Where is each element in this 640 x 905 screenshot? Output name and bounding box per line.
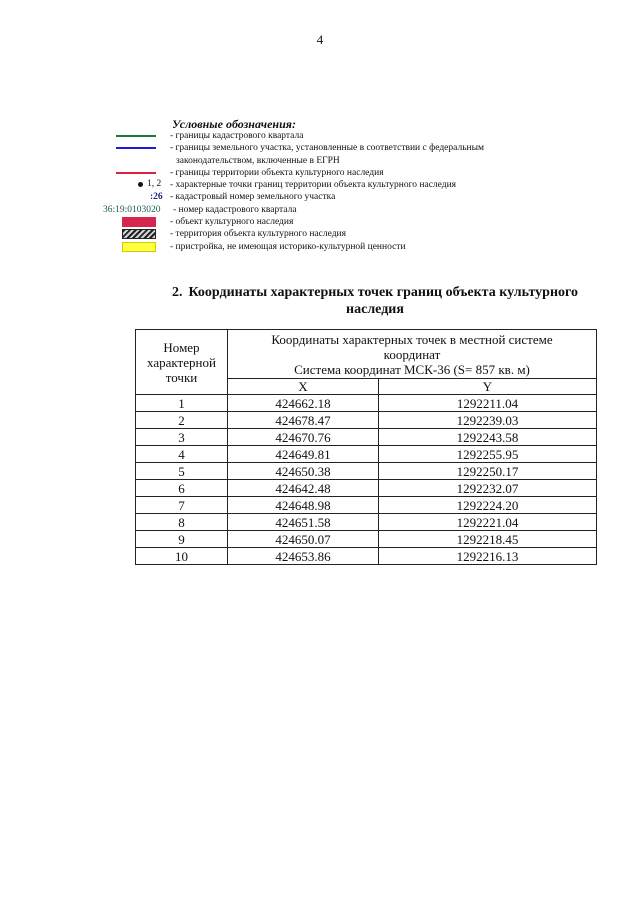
red-fill-swatch-icon — [122, 217, 156, 227]
section-number: 2. — [171, 285, 183, 300]
green-line-icon — [116, 135, 156, 137]
legend-text: законодательством, включенные в ЕГРН — [176, 155, 340, 166]
point-number-cell: 8 — [136, 514, 228, 531]
legend-item-quarter-number — [96, 204, 616, 216]
table-row — [136, 531, 597, 548]
legend-text: - номер кадастрового квартала — [173, 204, 297, 215]
hatched-swatch-icon — [122, 229, 156, 239]
table-row — [136, 463, 597, 480]
point-number-cell: 9 — [136, 531, 228, 548]
point-number-cell: 3 — [136, 429, 228, 446]
y-coordinate-cell: 1292239.03 — [379, 412, 597, 429]
table-row — [136, 395, 597, 412]
table-row — [136, 429, 597, 446]
coordinates-table — [135, 329, 597, 565]
point-number-cell: 1 — [136, 395, 228, 412]
x-coordinate-cell: 424648.98 — [228, 497, 379, 514]
x-coordinate-cell: 424642.48 — [228, 480, 379, 497]
legend-item-heritage-territory-boundary — [96, 167, 616, 179]
point-number-cell: 7 — [136, 497, 228, 514]
point-number-cell: 10 — [136, 548, 228, 565]
table-row — [136, 548, 597, 565]
x-header: X — [228, 379, 379, 395]
legend-text: - объект культурного наследия — [170, 217, 294, 228]
legend-item-cadastral-number — [96, 191, 616, 203]
red-line-icon — [116, 172, 156, 174]
cadastral-number-symbol: :26 — [150, 192, 163, 203]
quarter-number-symbol: 36:19:0103020 — [103, 204, 161, 215]
legend-item-land-plot-boundary-cont — [96, 155, 616, 167]
y-coordinate-cell: 1292255.95 — [379, 446, 597, 463]
legend-text: - пристройка, не имеющая историко-культурной ценности — [170, 241, 406, 252]
y-coordinate-cell: 1292243.58 — [379, 429, 597, 446]
legend-item-land-plot-boundary — [96, 142, 616, 154]
y-coordinate-cell: 1292218.45 — [379, 531, 597, 548]
point-number-cell: 4 — [136, 446, 228, 463]
x-coordinate-cell: 424650.38 — [228, 463, 379, 480]
point-number-cell: 6 — [136, 480, 228, 497]
table-row — [136, 514, 597, 531]
legend-item-heritage-territory — [96, 228, 616, 240]
point-marker-icon: 1, 2 — [138, 178, 161, 190]
legend-title: Условные обозначения: — [172, 117, 296, 131]
legend-item-characteristic-points — [96, 179, 616, 191]
table-row — [136, 412, 597, 429]
legend-item-extension — [96, 241, 616, 253]
legend-text: - границы земельного участка, установленные в соответствии с федеральным — [170, 143, 485, 154]
point-number-cell: 5 — [136, 463, 228, 480]
x-coordinate-cell: 424649.81 — [228, 446, 379, 463]
x-coordinate-cell: 424651.58 — [228, 514, 379, 531]
legend-item-heritage-object — [96, 216, 616, 228]
legend-text: - территория объекта культурного наследия — [170, 229, 346, 240]
legend-text: - кадастровый номер земельного участка — [170, 192, 336, 203]
y-coordinate-cell: 1292211.04 — [379, 395, 597, 412]
y-header: Y — [379, 379, 597, 395]
page-number: 4 — [316, 32, 324, 47]
x-coordinate-cell: 424662.18 — [228, 395, 379, 412]
x-coordinate-cell: 424650.07 — [228, 531, 379, 548]
y-coordinate-cell: 1292232.07 — [379, 480, 597, 497]
legend-text: - границы территории объекта культурного наследия — [170, 167, 384, 178]
legend — [96, 130, 616, 253]
legend-text: - границы кадастрового квартала — [170, 131, 304, 141]
legend-text: - характерные точки границ территории объекта культурного наследия — [170, 180, 457, 191]
table-row — [136, 446, 597, 463]
table-row — [136, 497, 597, 514]
y-coordinate-cell: 1292250.17 — [379, 463, 597, 480]
point-number-cell: 2 — [136, 412, 228, 429]
x-coordinate-cell: 424670.76 — [228, 429, 379, 446]
x-coordinate-cell: 424653.86 — [228, 548, 379, 565]
y-coordinate-cell: 1292216.13 — [379, 548, 597, 565]
section-title-line1: Координаты характерных точек границ объекта культурного — [188, 285, 579, 300]
blue-line-icon — [116, 147, 156, 149]
point-number-header: Номер характерной точки — [136, 330, 228, 395]
coordinates-header: Координаты характерных точек в местной системе координат Система координат МСК-36 (S= 857 кв. м) — [228, 330, 597, 379]
legend-item-quarter-boundary — [96, 130, 616, 142]
x-coordinate-cell: 424678.47 — [228, 412, 379, 429]
table-row — [136, 480, 597, 497]
section-title — [150, 284, 600, 318]
y-coordinate-cell: 1292221.04 — [379, 514, 597, 531]
yellow-fill-swatch-icon — [122, 242, 156, 252]
section-title-line2: наследия — [346, 302, 404, 317]
table-header-row — [136, 330, 597, 379]
y-coordinate-cell: 1292224.20 — [379, 497, 597, 514]
